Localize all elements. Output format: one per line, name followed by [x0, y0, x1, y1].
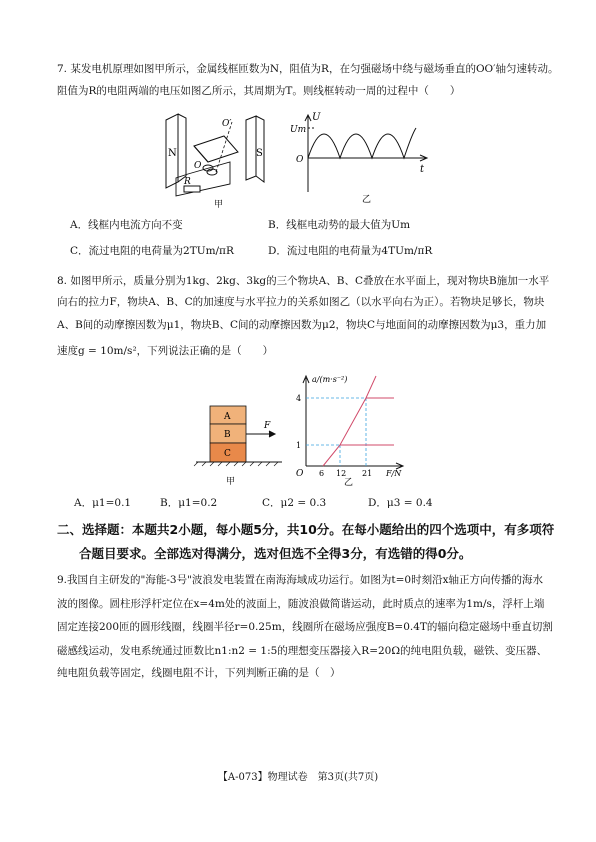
block-c-label: C: [224, 449, 231, 459]
q9-stem-line-5: 纯电阻负载等固定，线圈电阻不计，下列判断正确的是（ ）: [57, 667, 341, 679]
x-axis-label: F/N: [386, 469, 402, 478]
axis-o-prime: O′: [222, 119, 232, 129]
q7-option-a[interactable]: A．线框内电流方向不变: [70, 219, 183, 231]
y-tick-1: 1: [296, 441, 302, 450]
s-pole-label: S: [256, 148, 263, 159]
q8-stem-line-1: 8. 如图甲所示，质量分别为1kg、2kg、3kg的三个物块A、B、C叠放在水平面上，现对物块B施加一水平: [57, 275, 550, 287]
q8-stem-line-2: 向右的拉力F，物块A、B、C的加速度与水平拉力的关系如图乙（以水平向右为正）。若物块足够长，物块: [57, 296, 545, 308]
a-curve: [323, 376, 376, 466]
page-footer: 【A-073】物理试卷 第3页(共7页): [217, 772, 379, 783]
fig8-yi-caption: 乙: [344, 478, 354, 488]
fig8-jia-caption: 甲: [226, 477, 236, 487]
q8-option-c[interactable]: C．μ2 = 0.3: [262, 497, 327, 509]
q9-stem-line-4: 磁感线运动，发电系统通过匝数比n1:n2 = 1:5的理想变压器接入R=20Ω的纯电阻负载，磁铁、变压器、: [57, 645, 548, 657]
um-label: Um: [290, 125, 307, 135]
origin-o: O: [296, 469, 304, 479]
section-2-heading-line-1: 二、选择题：本题共2小题，每小题5分，共10分。在每小题给出的四个选项中，有多项符: [57, 522, 555, 537]
q7-option-d[interactable]: D．流过电阻的电荷量为4TUm/πR: [268, 245, 433, 257]
y-tick-4: 4: [296, 394, 302, 403]
q7-stem-line-2: 阻值为R的电阻两端的电压如图乙所示，其周期为T。则线框转动一周的过程中（ ）: [57, 85, 461, 97]
q9-stem-line-1: 9.我国自主研发的"海能-3号"波浪发电装置在南海海域成功运行。如图为t=0时刻沿x轴正方向传播的海水: [57, 574, 544, 586]
block-a-label: A: [224, 412, 231, 422]
q9-stem-line-2: 波的图像。圆柱形浮杆定位在x=4m处的波面上，随波浪做简谐运动，此时质点的速率为1m/s，浮杆上端: [57, 598, 545, 610]
t-axis-label: t: [420, 164, 425, 175]
block-b-label: B: [224, 430, 231, 440]
q7-stem-line-1: 7. 某发电机原理如图甲所示，金属线框匝数为N，阻值为R，在匀强磁场中绕与磁场垂直的OO′轴匀速转动。: [57, 63, 559, 75]
x-tick-6: 6: [319, 469, 325, 478]
q8-figure-jia: [196, 400, 286, 488]
force-label: F: [264, 421, 271, 431]
x-tick-21: 21: [362, 469, 373, 478]
q8-option-a[interactable]: A．μ1=0.1: [74, 497, 132, 509]
fig-jia-caption: 甲: [214, 200, 224, 210]
n-pole-label: N: [168, 148, 177, 159]
q8-option-b[interactable]: B．μ1=0.2: [160, 497, 218, 509]
q8-stem-line-3: A、B间的动摩擦因数为μ1，物块B、C间的动摩擦因数为μ2，物块C与地面间的动摩擦因数为μ3，重力加: [57, 319, 547, 331]
q9-stem-line-3: 固定连接200匝的圆形线圈，线圈半径r=0.25m，线圈所在磁场应强度B=0.4T的辐向稳定磁场中垂直切割: [57, 621, 553, 633]
axis-o: O: [194, 161, 202, 171]
u-axis-label: U: [312, 112, 321, 123]
origin-label: O: [296, 155, 304, 165]
q7-figure-yi: [290, 112, 440, 208]
q8-figure-yi: [290, 372, 410, 488]
q7-option-c[interactable]: C．流过电阻的电荷量为2TUm/πR: [70, 245, 234, 257]
x-tick-12: 12: [336, 469, 347, 478]
y-axis-label: a/(m·s⁻²): [312, 375, 348, 384]
q7-option-b[interactable]: B．线框电动势的最大值为Um: [268, 219, 411, 231]
q8-stem-line-4: 速度g = 10m/s²，下列说法正确的是（ ）: [57, 345, 274, 357]
resistor-label: R: [184, 177, 191, 187]
q7-figure-jia: [158, 112, 278, 208]
section-2-heading-line-2: 合题目要求。全部选对得满分，选对但选不全得3分，有选错的得0分。: [79, 546, 472, 561]
q8-option-d[interactable]: D．μ3 = 0.4: [368, 497, 433, 509]
fig-yi-caption: 乙: [362, 195, 372, 205]
